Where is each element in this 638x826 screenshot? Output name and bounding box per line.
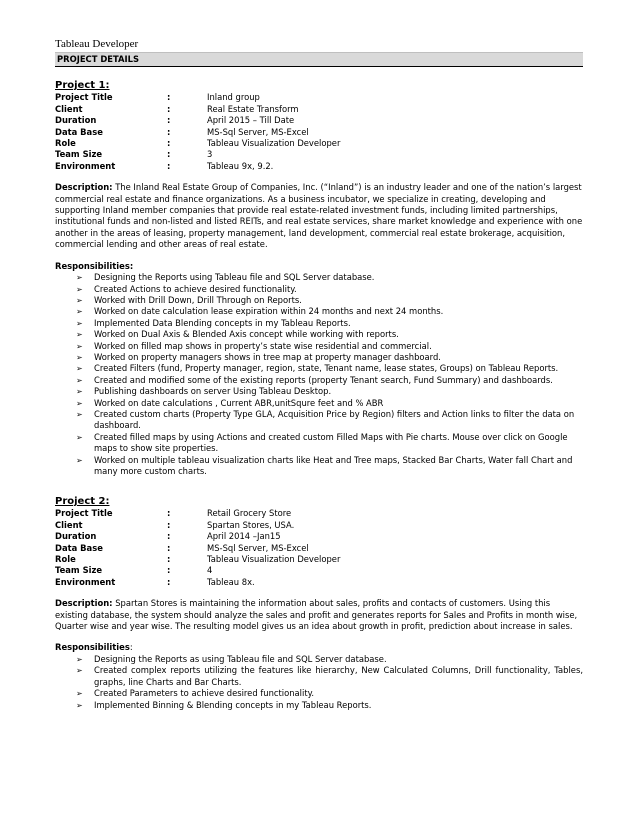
project-2-section xyxy=(55,495,583,711)
detail-row xyxy=(55,543,583,554)
arrow-bullet-icon: ➢ xyxy=(76,307,83,317)
arrow-bullet-icon: ➢ xyxy=(76,666,83,676)
detail-value: April 2014 –Jan15 xyxy=(207,531,281,542)
detail-colon: : xyxy=(167,138,171,149)
arrow-bullet-icon: ➢ xyxy=(76,330,83,340)
project-1-details xyxy=(55,92,583,172)
detail-label: Environment xyxy=(55,576,116,587)
detail-colon: : xyxy=(167,554,171,565)
project-1-heading: Project 1: xyxy=(55,80,110,92)
detail-label: Data Base xyxy=(55,126,103,137)
detail-label: Environment xyxy=(55,160,116,171)
arrow-bullet-icon: ➢ xyxy=(76,398,83,408)
responsibility-text: Worked on property managers shows in tree map at property manager dashboard. xyxy=(94,351,441,362)
arrow-bullet-icon: ➢ xyxy=(76,689,83,699)
responsibilities-label-colon: : xyxy=(129,642,133,653)
project-1-responsibilities-label: Responsibilities: xyxy=(55,260,134,271)
description-label: Description: xyxy=(55,598,113,609)
responsibility-text: Worked on filled map shows in property’s state wise residential and commercial. xyxy=(94,340,432,351)
project-1-description xyxy=(55,182,583,250)
detail-value: Tableau Visualization Developer xyxy=(207,554,341,565)
responsibility-item xyxy=(55,295,583,306)
detail-value: 4 xyxy=(207,565,213,576)
responsibility-item xyxy=(55,700,583,711)
arrow-bullet-icon: ➢ xyxy=(76,432,83,442)
document-header-title: Tableau Developer xyxy=(55,38,139,50)
responsibility-text: Worked on multiple tableau visualization charts like Heat and Tree maps, Stacked Bar Charts, Water fall Chart and many more custom charts. xyxy=(94,454,573,476)
detail-value: Real Estate Transform xyxy=(207,103,299,114)
project-2-heading: Project 2: xyxy=(55,496,110,508)
detail-row xyxy=(55,508,583,519)
arrow-bullet-icon: ➢ xyxy=(76,318,83,328)
detail-value: MS-Sql Server, MS-Excel xyxy=(207,542,309,553)
detail-row xyxy=(55,104,583,115)
responsibility-item xyxy=(55,375,583,386)
detail-row xyxy=(55,115,583,126)
arrow-bullet-icon: ➢ xyxy=(76,364,83,374)
detail-row xyxy=(55,92,583,103)
detail-value: Tableau 8x. xyxy=(207,576,255,587)
detail-value: MS-Sql Server, MS-Excel xyxy=(207,126,309,137)
detail-label: Project Title xyxy=(55,508,113,519)
description-label: Description: xyxy=(55,182,113,193)
responsibility-text: Designing the Reports as using Tableau file and SQL Server database. xyxy=(94,653,387,664)
responsibility-text: Created Actions to achieve desired functionality. xyxy=(94,283,297,294)
responsibilities-label-text: Responsibilities xyxy=(55,642,130,653)
detail-value: Tableau 9x, 9.2. xyxy=(207,160,274,171)
responsibility-text: Designing the Reports using Tableau file and SQL Server database. xyxy=(94,272,375,283)
responsibility-item xyxy=(55,284,583,295)
arrow-bullet-icon: ➢ xyxy=(76,654,83,664)
responsibility-item xyxy=(55,318,583,329)
detail-row xyxy=(55,149,583,160)
arrow-bullet-icon: ➢ xyxy=(76,341,83,351)
detail-colon: : xyxy=(167,576,171,587)
detail-colon: : xyxy=(167,92,171,103)
arrow-bullet-icon: ➢ xyxy=(76,409,83,419)
detail-row xyxy=(55,520,583,531)
responsibility-item xyxy=(55,665,583,688)
resume-page xyxy=(55,38,583,729)
description-text: Spartan Stores is maintaining the information about sales, profits and contacts of customers. Using this existing database, the system should analyze the sales and profit and generates reports for Sales and Profits in month wise, Quarter wise and year wise. The resulting model gives us an idea about growth in profit, prediction about increase in sales. xyxy=(55,598,578,632)
responsibility-item xyxy=(55,654,583,665)
responsibility-text: Worked on Dual Axis & Blended Axis concept while working with reports. xyxy=(94,329,399,340)
detail-colon: : xyxy=(167,149,171,160)
arrow-bullet-icon: ➢ xyxy=(76,295,83,305)
arrow-bullet-icon: ➢ xyxy=(76,352,83,362)
project-1-section xyxy=(55,79,583,477)
responsibility-text: Worked on date calculation lease expiration within 24 months and next 24 months. xyxy=(94,306,444,317)
detail-row xyxy=(55,554,583,565)
responsibility-text: Created Filters (fund, Property manager, region, state, Tenant name, lease states, Groups) on Tableau Reports. xyxy=(94,363,559,374)
detail-label: Client xyxy=(55,103,83,114)
responsibility-text: Worked on date calculations , Current ABR,unitSqure feet and % ABR xyxy=(94,397,384,408)
detail-value: Inland group xyxy=(207,92,260,103)
detail-colon: : xyxy=(167,508,171,519)
detail-colon: : xyxy=(167,565,171,576)
project-2-description xyxy=(55,598,583,632)
detail-label: Duration xyxy=(55,115,97,126)
responsibility-text: Created complex reports utilizing the features like hierarchy, New Calculated Columns, Drill functionality, Tables, graphs, line Charts and Bar Charts. xyxy=(94,665,583,687)
project-1-responsibilities-list xyxy=(55,272,583,477)
detail-label: Duration xyxy=(55,531,97,542)
responsibility-item xyxy=(55,329,583,340)
responsibility-text: Publishing dashboards on server Using Tableau Desktop. xyxy=(94,386,332,397)
detail-value: April 2015 – Till Date xyxy=(207,115,295,126)
detail-colon: : xyxy=(167,115,171,126)
description-text: The Inland Real Estate Group of Companies, Inc. (“Inland”) is an industry leader and one of the nation’s largest commercial real estate and finance organizations. As a business incubator, we specialize in creating, developing and supporting Inland member companies that provide real estate-related investment funds, including limited partnerships, institutional funds and non-listed and listed REITs, and real estate services, share market knowledge and experience with one another in the areas of leasing, property management, land development, commercial real estate brokerage, acquisition, commercial lending and other areas of real estate. xyxy=(55,182,583,250)
detail-label: Role xyxy=(55,554,76,565)
responsibility-item xyxy=(55,432,583,455)
detail-value: 3 xyxy=(207,149,213,160)
responsibility-text: Created filled maps by using Actions and created custom Filled Maps with Pie charts. Mouse over click on Google maps to show site properties. xyxy=(94,431,568,454)
project-2-responsibilities-label xyxy=(55,642,583,653)
arrow-bullet-icon: ➢ xyxy=(76,700,83,710)
responsibility-text: Implemented Binning & Blending concepts in my Tableau Reports. xyxy=(94,699,372,710)
responsibility-item xyxy=(55,409,583,432)
section-title-bar: PROJECT DETAILS xyxy=(55,52,583,67)
detail-label: Role xyxy=(55,138,76,149)
detail-value: Spartan Stores, USA. xyxy=(207,519,295,530)
detail-value: Retail Grocery Store xyxy=(207,508,292,519)
responsibility-item xyxy=(55,352,583,363)
detail-value: Tableau Visualization Developer xyxy=(207,138,341,149)
detail-label: Project Title xyxy=(55,92,113,103)
responsibility-item xyxy=(55,688,583,699)
arrow-bullet-icon: ➢ xyxy=(76,375,83,385)
detail-row xyxy=(55,138,583,149)
responsibility-text: Created custom charts (Property Type GLA, Acquisition Price by Region) filters and Action links to filter the data on dashboard. xyxy=(94,408,575,431)
detail-colon: : xyxy=(167,126,171,137)
responsibility-item xyxy=(55,398,583,409)
detail-row xyxy=(55,531,583,542)
responsibility-item xyxy=(55,272,583,283)
arrow-bullet-icon: ➢ xyxy=(76,284,83,294)
arrow-bullet-icon: ➢ xyxy=(76,387,83,397)
responsibility-text: Created and modified some of the existing reports (property Tenant search, Fund Summary) and dashboards. xyxy=(94,374,553,385)
detail-colon: : xyxy=(167,542,171,553)
detail-row xyxy=(55,127,583,138)
responsibility-text: Created Parameters to achieve desired functionality. xyxy=(94,688,315,699)
responsibility-text: Implemented Data Blending concepts in my Tableau Reports. xyxy=(94,317,351,328)
project-2-responsibilities-list xyxy=(55,654,583,711)
detail-colon: : xyxy=(167,160,171,171)
detail-label: Data Base xyxy=(55,542,103,553)
arrow-bullet-icon: ➢ xyxy=(76,273,83,283)
arrow-bullet-icon: ➢ xyxy=(76,455,83,465)
detail-row xyxy=(55,161,583,172)
detail-colon: : xyxy=(167,531,171,542)
responsibility-text: Worked with Drill Down, Drill Through on Reports. xyxy=(94,294,302,305)
detail-label: Team Size xyxy=(55,565,103,576)
responsibility-item xyxy=(55,386,583,397)
detail-colon: : xyxy=(167,103,171,114)
responsibility-item xyxy=(55,341,583,352)
responsibility-item xyxy=(55,306,583,317)
detail-row xyxy=(55,565,583,576)
responsibility-item xyxy=(55,363,583,374)
detail-row xyxy=(55,577,583,588)
detail-label: Team Size xyxy=(55,149,103,160)
detail-label: Client xyxy=(55,519,83,530)
detail-colon: : xyxy=(167,519,171,530)
responsibility-item xyxy=(55,455,583,478)
project-2-details xyxy=(55,508,583,588)
